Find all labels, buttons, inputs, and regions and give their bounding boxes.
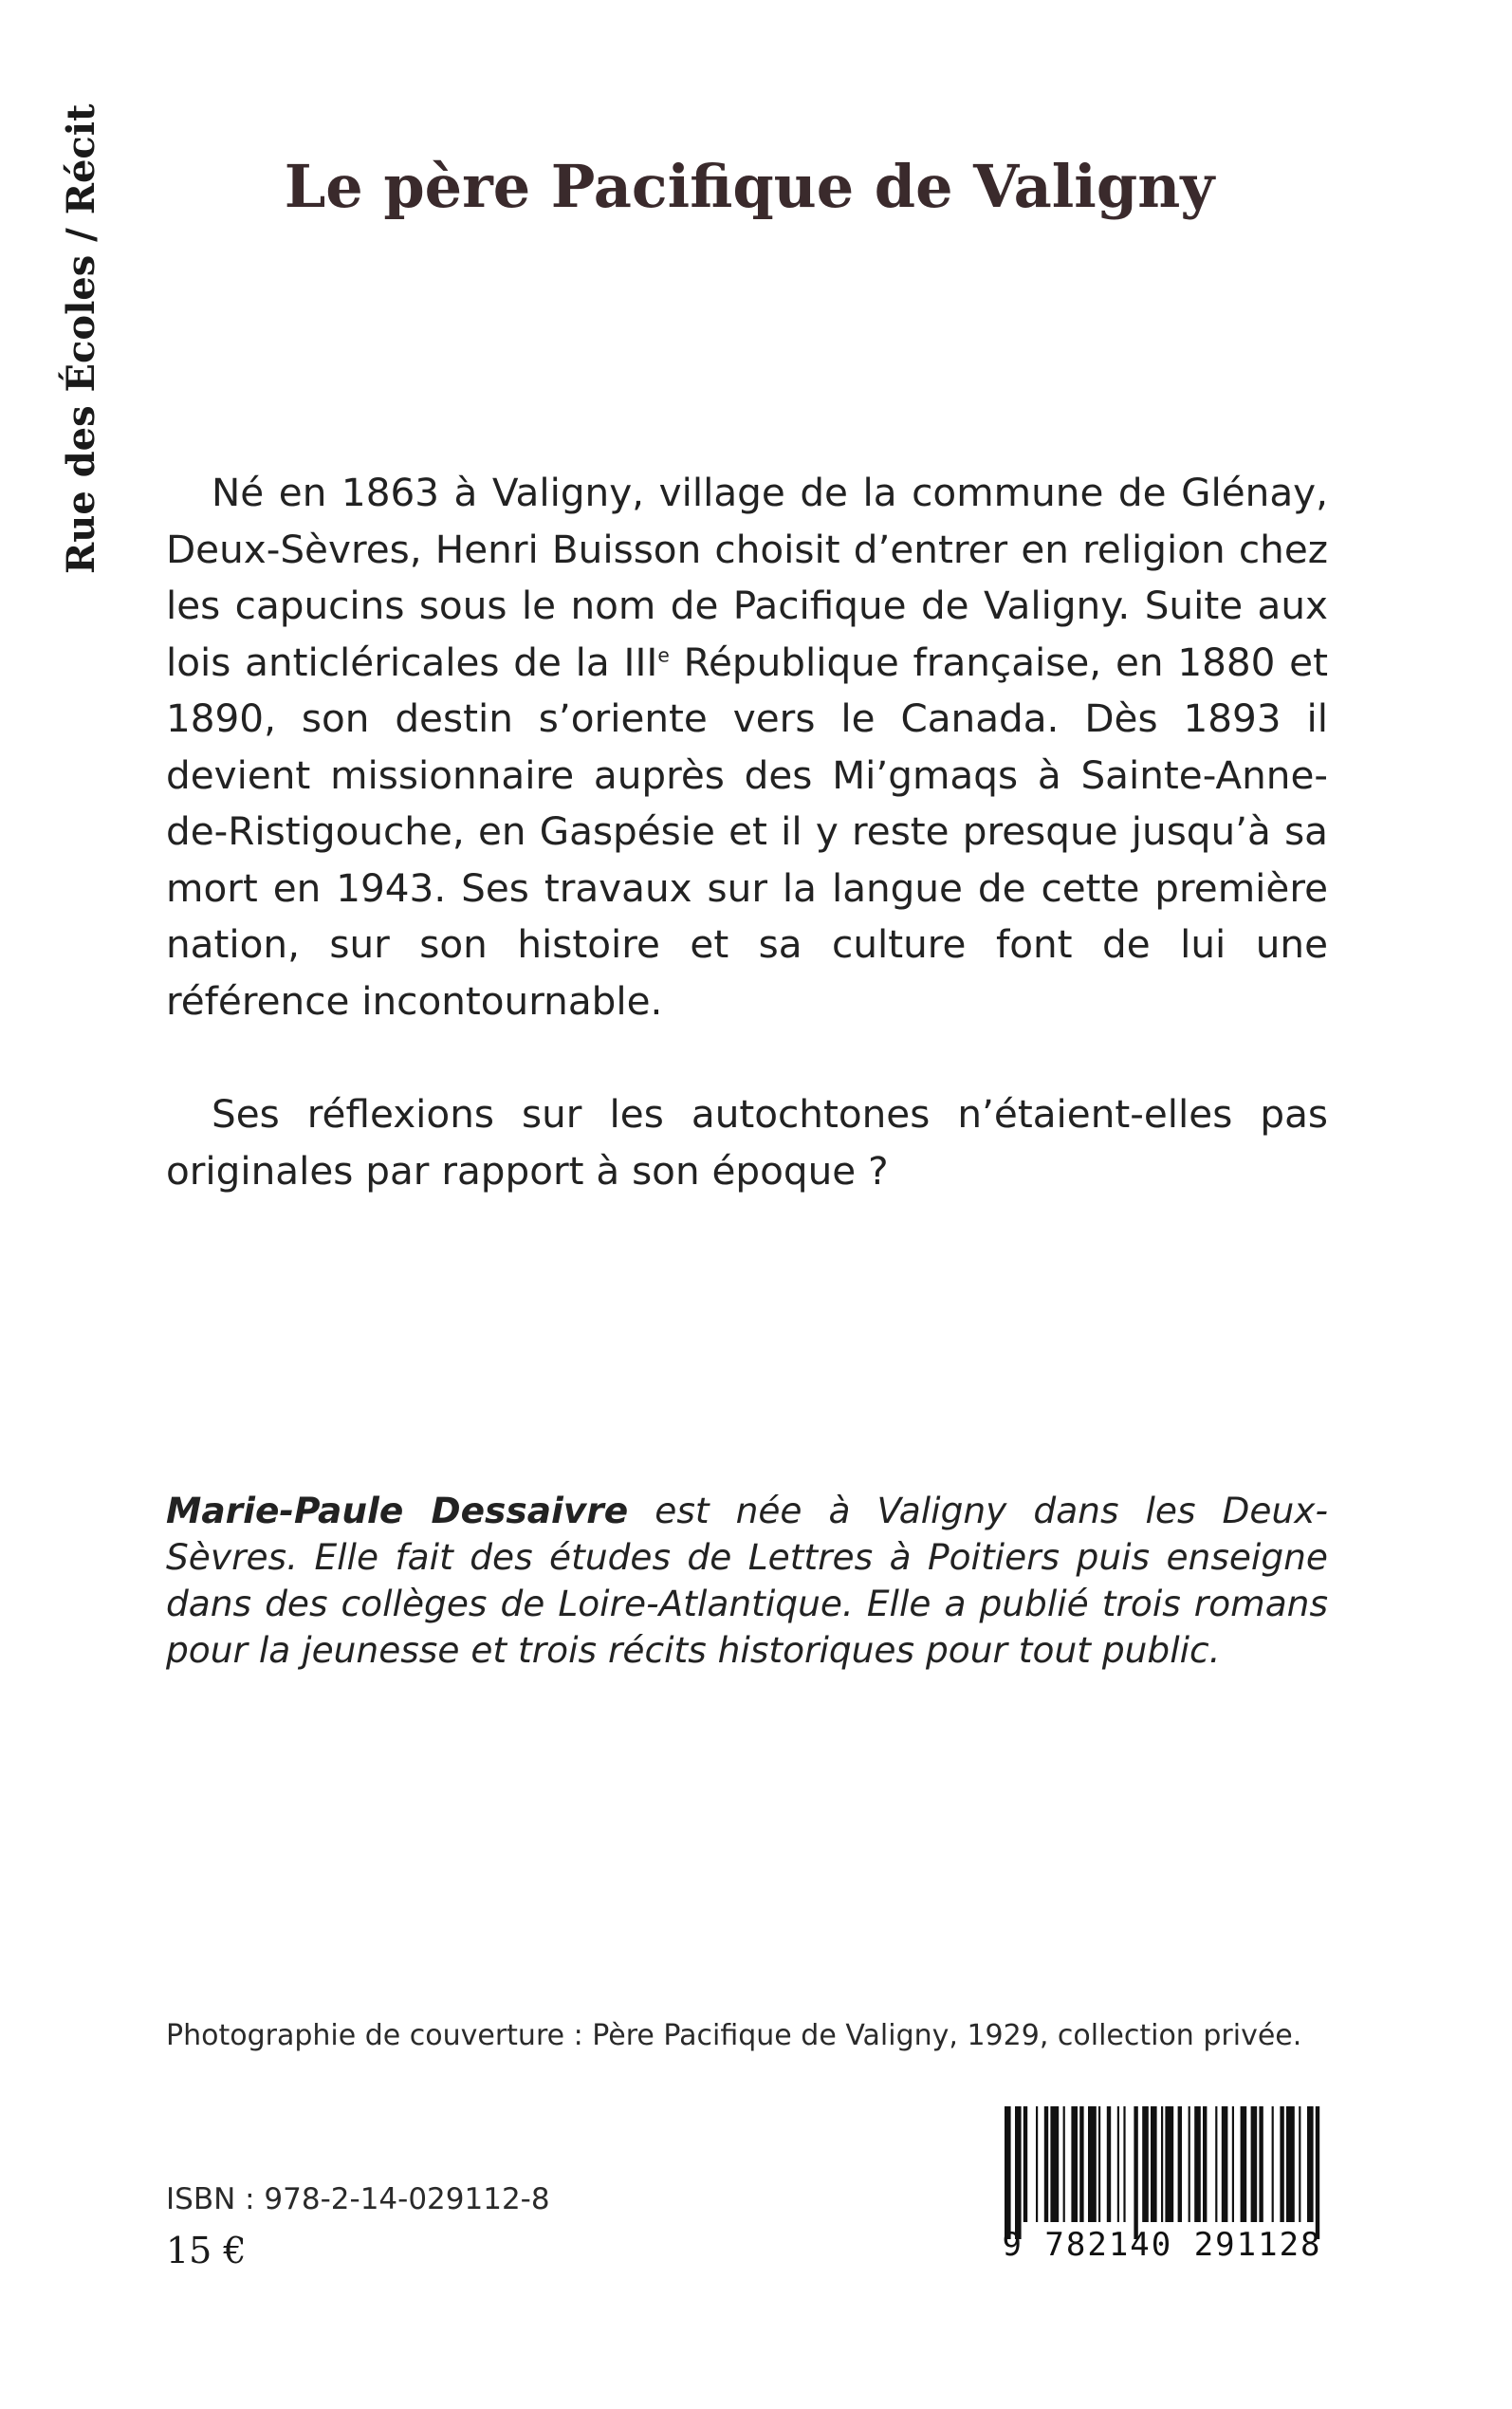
barcode-bar — [1005, 2106, 1011, 2239]
summary-paragraph-2: Ses réflexions sur les autochtones n’étaient-elles pas originales par rapport à son époque ? — [166, 1091, 1328, 1194]
barcode-bar — [1316, 2106, 1319, 2239]
barcode-bars — [1005, 2106, 1319, 2239]
barcode-bar — [1142, 2106, 1149, 2222]
barcode-bar — [1015, 2106, 1022, 2239]
summary-paragraph-1-part-a: Né en 1863 à Valigny, village de la commune de Glénay, Deux-Sèvres, Henri Buisson choisit d’entrer en religion chez les capucins sous le nom de Pacifique de Valigny. Suite aux lois anticléricales de la III — [166, 470, 1328, 685]
barcode-bar — [1088, 2106, 1097, 2222]
barcode-bar — [1307, 2106, 1314, 2222]
barcode-bar — [1259, 2106, 1263, 2222]
barcode-bar — [1050, 2106, 1059, 2222]
price: 15 € — [166, 2230, 247, 2271]
summary-text — [166, 465, 1328, 1199]
barcode-bar — [1151, 2106, 1157, 2222]
author-bio — [166, 1488, 1328, 1674]
barcode-bar — [1222, 2106, 1228, 2222]
barcode-bar — [1117, 2106, 1119, 2222]
barcode-bar — [1063, 2106, 1065, 2222]
barcode-bar — [1098, 2106, 1100, 2222]
barcode-bar — [1299, 2106, 1300, 2222]
barcode-bar — [1165, 2106, 1173, 2222]
barcode-bar — [1189, 2106, 1190, 2222]
barcode-bar — [1161, 2106, 1163, 2222]
barcode-bar — [1272, 2106, 1274, 2222]
ordinal-superscript: e — [657, 643, 670, 666]
barcode-digits: 9 782140 291128 — [1002, 2226, 1322, 2264]
barcode-bar — [1178, 2106, 1182, 2222]
barcode-bar — [1071, 2106, 1078, 2222]
barcode-bar — [1241, 2106, 1247, 2222]
barcode-bar — [1215, 2106, 1217, 2222]
author-bio-text: est née à Valigny dans les Deux-Sèvres. Elle fait des études de Lettres à Poitiers puis enseigne dans des collèges de Loire-Atlantique. Elle a publié trois romans pour la jeunesse et trois récits historiques pour tout public. — [166, 1490, 1328, 1671]
barcode-bar — [1280, 2106, 1283, 2222]
barcode-bar — [1232, 2106, 1234, 2222]
barcode-bar — [1286, 2106, 1295, 2222]
barcode-bar — [1194, 2106, 1201, 2222]
barcode-bar — [1036, 2106, 1038, 2222]
barcode-bar — [1134, 2106, 1137, 2239]
book-title: Le père Pacifique de Valigny — [284, 152, 1215, 221]
photo-credit: Photographie de couverture : Père Pacifique de Valigny, 1929, collection privée. — [166, 2019, 1302, 2052]
barcode-bar — [1251, 2106, 1258, 2222]
author-name: Marie-Paule Dessaivre — [166, 1490, 629, 1531]
barcode-bar — [1123, 2106, 1125, 2222]
isbn: ISBN : 978-2-14-029112-8 — [166, 2182, 550, 2216]
spine-label: Rue des Écoles / Récit — [59, 103, 103, 574]
barcode-bar — [1203, 2106, 1207, 2222]
barcode-bar — [1044, 2106, 1048, 2222]
barcode-bar — [1023, 2106, 1027, 2222]
barcode-bar — [1079, 2106, 1083, 2222]
summary-paragraph-1-part-b: République française, en 1880 et 1890, son destin s’oriente vers le Canada. Dès 1893 il devient missionnaire auprès des Mi’gmaqs à Sainte-Anne-de-Ristigouche, en Gaspésie et il y reste presque jusqu’à sa mort en 1943. Ses travaux sur la langue de cette première nation, sur son histoire et sa culture font de lui une référence incontournable. — [166, 639, 1328, 1024]
barcode-bar — [1107, 2106, 1111, 2222]
summary-paragraph-1 — [166, 465, 1328, 1029]
